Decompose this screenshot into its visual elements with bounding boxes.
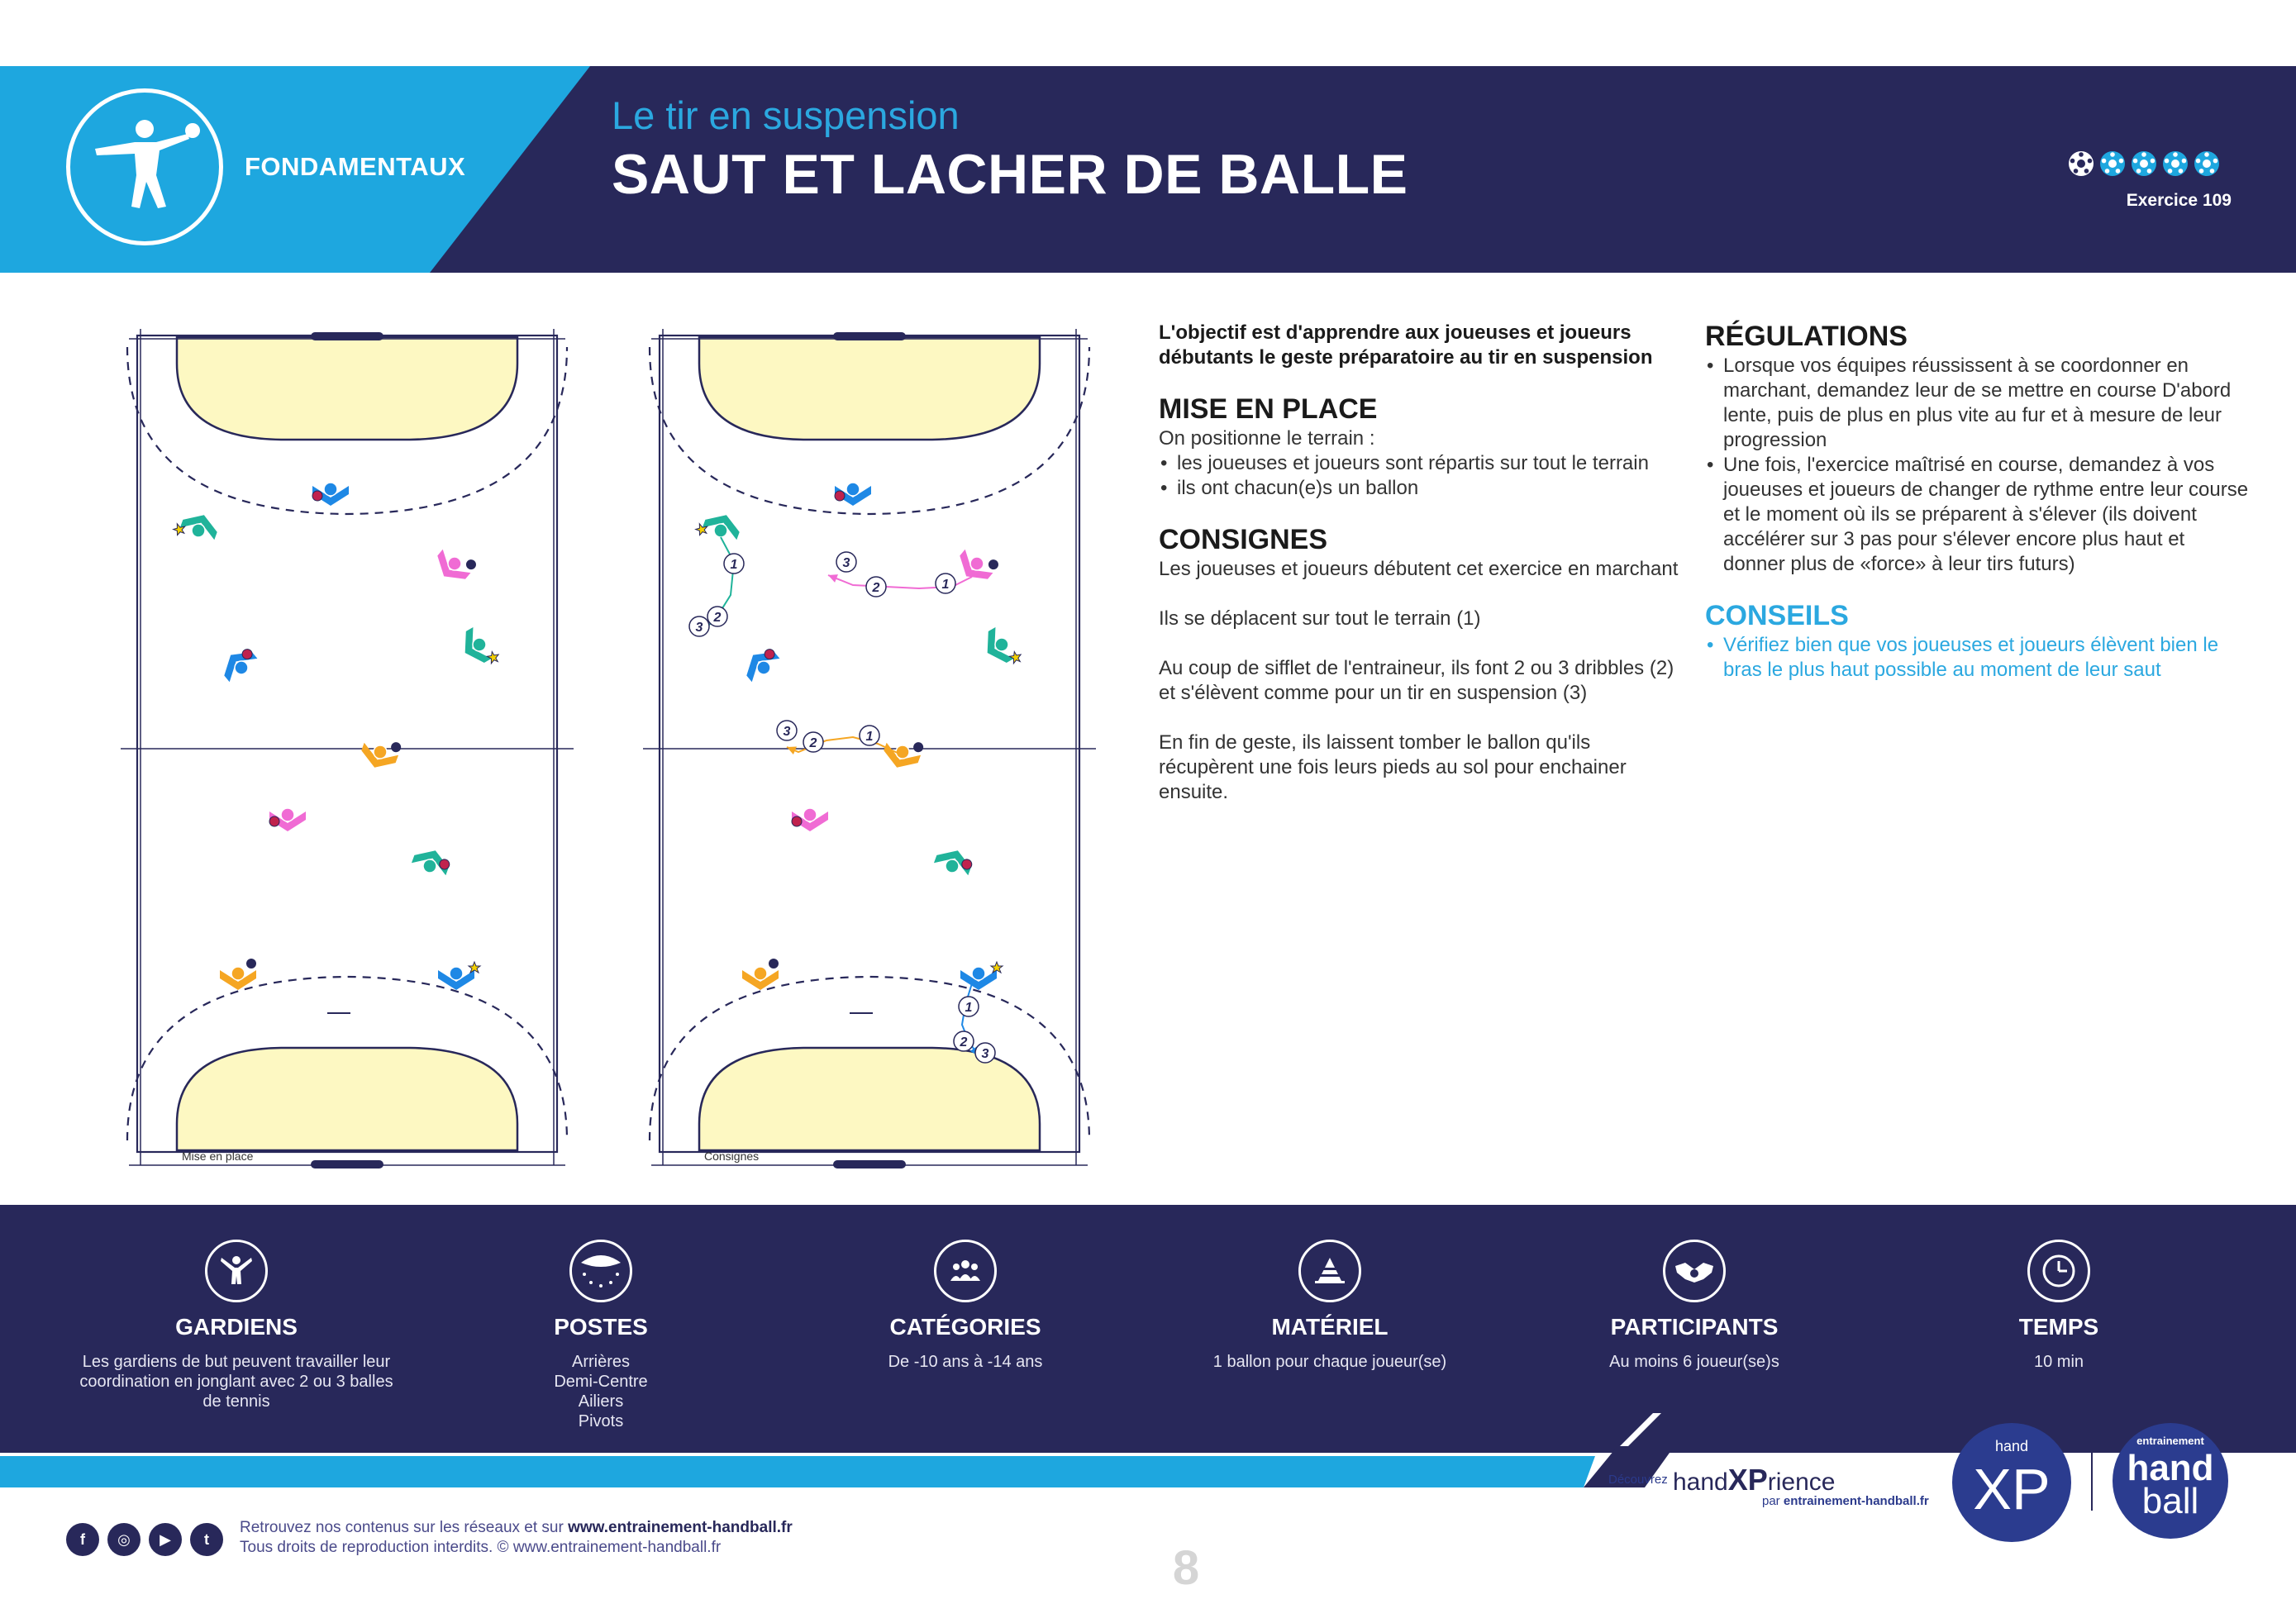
exercise-number: Exercice 109 — [2126, 191, 2232, 210]
page-title: SAUT ET LACHER DE BALLE — [612, 143, 1408, 206]
step-label: 1 — [941, 578, 950, 592]
difficulty-rating — [2066, 149, 2232, 178]
info-label: MATÉRIEL — [1271, 1314, 1389, 1340]
info-label: TEMPS — [2018, 1314, 2099, 1340]
goal-bottom — [833, 1160, 906, 1168]
info-participants — [1512, 1240, 1876, 1372]
step-number — [866, 577, 886, 597]
info-value: 10 min — [2033, 1353, 2084, 1371]
entrainement-handball-logo[interactable]: entrainement hand ball — [2113, 1423, 2228, 1539]
goal-area-bottom — [177, 1048, 517, 1150]
category-label: FONDAMENTAUX — [245, 152, 466, 181]
step-number — [975, 1043, 995, 1063]
ball-icon — [269, 816, 279, 826]
step-label: 1 — [865, 730, 874, 744]
handxperience-wordmark: handXPrience — [1673, 1463, 1836, 1497]
step-label: 1 — [730, 558, 738, 572]
court-diagram-setup — [116, 314, 579, 1173]
youtube-icon[interactable]: ▶ — [149, 1523, 182, 1556]
step-number — [860, 726, 879, 745]
step-label: 2 — [713, 611, 722, 625]
instructions-paragraph: Ils se déplacent sur tout le terrain (1) — [1159, 607, 1481, 630]
discover-text: Découvrez — [1608, 1473, 1668, 1487]
goal-area-bottom — [699, 1048, 1040, 1150]
ball-icon — [792, 816, 802, 826]
handshake-icon — [1663, 1240, 1726, 1302]
text-column-right — [1705, 321, 2251, 683]
step-label: 2 — [872, 581, 880, 595]
instructions-paragraph: Au coup de sifflet de l'entraineur, ils font 2 ou 3 dribbles (2) et s'élèvent comme pour un tir en suspension (3) — [1159, 657, 1674, 704]
clock-icon — [2027, 1240, 2090, 1302]
court-diagram-instructions — [638, 314, 1101, 1173]
site-link[interactable]: www.entrainement-handball.fr — [568, 1519, 793, 1536]
player-head — [450, 967, 463, 980]
step-number — [836, 552, 856, 572]
step-label: 2 — [960, 1035, 968, 1049]
cone-icon — [1298, 1240, 1361, 1302]
list-item: • Vérifiez bien que vos joueuses et joueurs élèvent bien le bras le plus haut possible au moment de leur saut — [1705, 633, 2251, 683]
step-number — [959, 997, 979, 1016]
player-head — [972, 967, 985, 980]
player-head — [846, 483, 860, 496]
info-value: Arrières Demi-Centre Ailiers Pivots — [554, 1353, 648, 1430]
difficulty-ball-icon — [2194, 151, 2219, 176]
handxp-logo[interactable]: hand XP — [1952, 1423, 2071, 1542]
instagram-icon[interactable]: ◎ — [107, 1523, 141, 1556]
info-label: CATÉGORIES — [889, 1314, 1041, 1340]
positions-icon — [569, 1240, 632, 1302]
difficulty-ball-icon — [2100, 151, 2125, 176]
diagram-label: Consignes — [704, 1149, 760, 1163]
diagram-label: Mise en place — [182, 1149, 254, 1163]
step-label: 2 — [809, 736, 817, 750]
objective-text: L'objectif est d'apprendre aux joueuses et joueurs débutants le geste préparatoire au tir en suspension — [1159, 321, 1653, 369]
player-head — [803, 808, 817, 821]
info-goalkeepers — [55, 1240, 418, 1411]
list-item: • Une fois, l'exercice maîtrisé en course, demandez à vos joueuses et joueurs de changer de rythme entre leur course et le moment où ils se préparent à s'élever (ils doivent accélérer sur 3 pas pour s'élever encore plus haut et donner plus de «force» à leur tirs futurs) — [1705, 453, 2251, 577]
info-label: PARTICIPANTS — [1610, 1314, 1779, 1340]
step-number — [954, 1031, 974, 1051]
step-label: 3 — [695, 621, 703, 635]
info-categories — [784, 1240, 1147, 1372]
difficulty-ball-icon — [2132, 151, 2156, 176]
step-number — [936, 574, 955, 593]
difficulty-ball-icon — [2163, 151, 2188, 176]
facebook-icon[interactable]: f — [66, 1523, 99, 1556]
info-value: Au moins 6 joueur(se)s — [1609, 1353, 1779, 1371]
player-head — [324, 483, 337, 496]
step-number — [689, 616, 709, 636]
ball-icon — [246, 959, 256, 969]
regulations-heading: RÉGULATIONS — [1705, 321, 1908, 352]
setup-text: On positionne le terrain : — [1159, 427, 1375, 450]
difficulty-ball-icon — [2069, 151, 2094, 176]
copyright-line: Tous droits de reproduction interdits. © www.entrainement-handball.fr — [240, 1539, 722, 1556]
twitter-icon[interactable]: t — [190, 1523, 223, 1556]
step-number — [803, 732, 823, 752]
step-number — [724, 554, 744, 574]
social-line: Retrouvez nos contenus sur les réseaux et sur www.entrainement-handball.fr — [240, 1519, 793, 1536]
setup-heading: MISE EN PLACE — [1159, 393, 1378, 425]
handball-player-icon — [66, 88, 223, 245]
by-site-text: par entrainement-handball.fr — [1762, 1494, 1929, 1508]
logo-separator — [2091, 1453, 2093, 1511]
court-background — [116, 314, 579, 1173]
info-equipment — [1148, 1240, 1512, 1372]
player-head — [754, 967, 767, 980]
players-group-icon — [934, 1240, 997, 1302]
player-head — [281, 808, 294, 821]
page-number: 8 — [1172, 1541, 1200, 1595]
instructions-heading: CONSIGNES — [1159, 524, 1328, 555]
text-column-left — [1159, 321, 1688, 805]
instructions-paragraph: En fin de geste, ils laissent tomber le ballon qu'ils récupèrent une fois leurs pieds au sol pour enchainer ensuite. — [1159, 731, 1627, 803]
info-label: GARDIENS — [175, 1314, 298, 1340]
info-value: De -10 ans à -14 ans — [888, 1353, 1043, 1371]
regulations-list — [1705, 354, 2251, 577]
info-positions — [419, 1240, 783, 1431]
goal-top — [833, 332, 906, 340]
page-subtitle: Le tir en suspension — [612, 93, 960, 137]
setup-list — [1159, 451, 1688, 501]
goal-bottom — [311, 1160, 383, 1168]
step-label: 1 — [965, 1001, 973, 1015]
goal-top — [311, 332, 383, 340]
instructions-paragraph: Les joueuses et joueurs débutent cet exercice en marchant — [1159, 558, 1679, 580]
list-item: • les joueuses et joueurs sont répartis sur tout le terrain — [1159, 451, 1688, 476]
advice-list — [1705, 633, 2251, 683]
ball-icon — [312, 491, 322, 501]
info-duration — [1877, 1240, 2241, 1372]
list-item: • ils ont chacun(e)s un ballon — [1159, 476, 1688, 501]
list-item: • Lorsque vos équipes réussissent à se coordonner en marchant, demandez leur de se mettre en course D'abord lente, puis de plus en plus vite au fur et à mesure de leur progression — [1705, 354, 2251, 453]
goalkeeper-icon — [205, 1240, 268, 1302]
goal-area-top — [699, 337, 1040, 440]
step-number — [777, 721, 797, 740]
info-value: 1 ballon pour chaque joueur(se) — [1212, 1353, 1447, 1371]
step-label: 3 — [981, 1047, 989, 1061]
ball-icon — [835, 491, 845, 501]
step-label: 3 — [783, 725, 791, 739]
ball-icon — [769, 959, 779, 969]
step-number — [707, 607, 727, 626]
goal-area-top — [177, 337, 517, 440]
info-label: POSTES — [554, 1314, 648, 1340]
advice-heading: CONSEILS — [1705, 600, 1849, 631]
step-label: 3 — [842, 556, 850, 570]
player-head — [231, 967, 245, 980]
info-value: Les gardiens de but peuvent travailler leur coordination en jonglant avec 2 ou 3 balles de tennis — [79, 1353, 393, 1411]
